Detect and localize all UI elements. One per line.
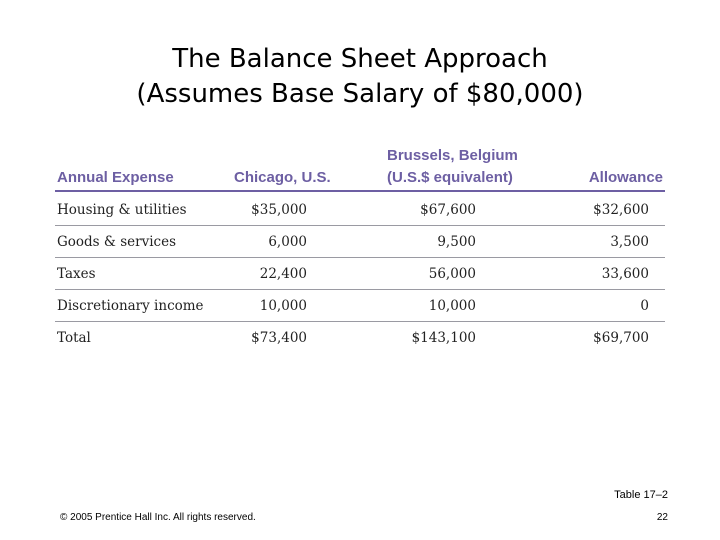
row-brussels-value: 10,000 xyxy=(428,298,476,314)
row-brussels-value: $143,100 xyxy=(411,330,476,346)
header-allowance: Allowance xyxy=(588,169,663,186)
row-allowance-value: 3,500 xyxy=(610,234,649,250)
slide-title: The Balance Sheet Approach xyxy=(172,44,548,74)
row-allowance-value: 0 xyxy=(640,298,649,314)
table-row xyxy=(55,194,665,226)
copyright-notice: © 2005 Prentice Hall Inc. All rights reserved. xyxy=(60,512,256,523)
table-row xyxy=(55,226,665,258)
row-allowance-value: 33,600 xyxy=(601,266,649,282)
row-brussels-value: $67,600 xyxy=(420,202,476,218)
row-label: Total xyxy=(57,330,91,346)
row-chicago-value: 6,000 xyxy=(268,234,307,250)
row-allowance-value: $32,600 xyxy=(593,202,649,218)
row-brussels-value: 9,500 xyxy=(437,234,476,250)
page-number: 22 xyxy=(656,512,668,523)
slide-subtitle: (Assumes Base Salary of $80,000) xyxy=(136,79,584,109)
row-brussels-value: 56,000 xyxy=(428,266,476,282)
row-chicago-value: $35,000 xyxy=(251,202,307,218)
table-row xyxy=(55,290,665,322)
header-chicago: Chicago, U.S. xyxy=(234,169,331,186)
table-row xyxy=(55,322,665,354)
table-row xyxy=(55,258,665,290)
row-label: Taxes xyxy=(57,266,96,282)
row-label: Goods & services xyxy=(57,234,177,250)
row-allowance-value: $69,700 xyxy=(593,330,649,346)
header-brussels-line1: Brussels, Belgium xyxy=(387,147,518,164)
row-chicago-value: $73,400 xyxy=(251,330,307,346)
row-chicago-value: 10,000 xyxy=(259,298,307,314)
row-chicago-value: 22,400 xyxy=(259,266,307,282)
table-reference: Table 17–2 xyxy=(614,489,668,501)
header-rule xyxy=(55,190,665,192)
header-annual-expense: Annual Expense xyxy=(57,169,174,186)
row-label: Discretionary income xyxy=(57,298,204,314)
header-brussels-line2: (U.S.$ equivalent) xyxy=(387,169,513,186)
row-label: Housing & utilities xyxy=(57,202,187,218)
